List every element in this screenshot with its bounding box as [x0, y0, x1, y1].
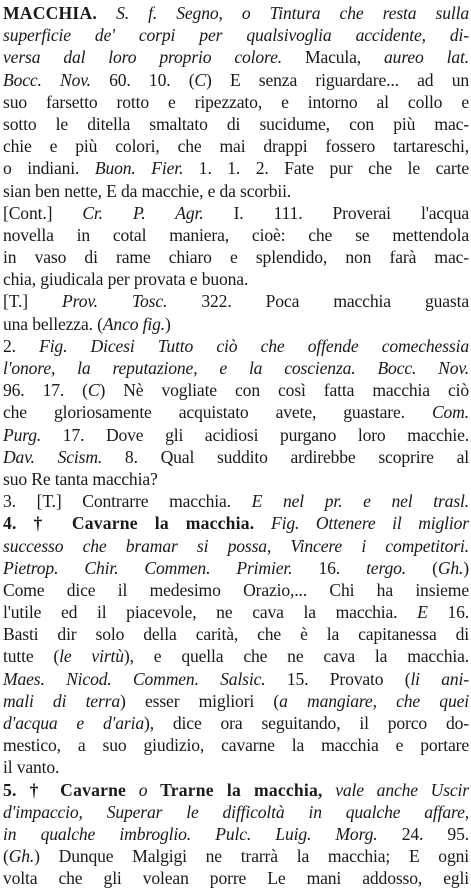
text-segment: Pietrop. Chir. Commen. Primier. [3, 557, 293, 578]
text-segment: l'utile ed il piacevole, ne cava la macchia. [3, 602, 418, 623]
text-line [3, 734, 469, 756]
headword: MACCHIA. [3, 3, 97, 23]
text-line [3, 268, 469, 290]
text-segment: 17. Dove gli acidiosi purgano loro macchie. [41, 424, 469, 445]
text-line [3, 512, 469, 534]
text-segment: ( [3, 846, 9, 867]
text-segment: vale anche Uscir [322, 779, 469, 800]
text-segment: successo che bramar si possa, Vincere i competitori. [3, 535, 469, 556]
text-segment: 322. Poca macchia guasta [167, 291, 469, 312]
text-segment: ) esser migliori ( [120, 690, 280, 711]
text-line [3, 335, 469, 357]
text-line [3, 468, 469, 490]
text-segment: ), dice ora seguitando, il porco do- [144, 713, 469, 733]
text-segment: suo Re tanta macchia? [3, 468, 158, 489]
text-segment: Com. [431, 402, 469, 423]
text-segment: ), e quella che ne cava la macchia. [123, 646, 469, 667]
text-line [3, 313, 469, 335]
text-line [3, 557, 469, 579]
headword: Trarne la macchia, [160, 779, 323, 800]
text-line [3, 424, 469, 446]
text-line [3, 801, 469, 823]
text-line [3, 157, 469, 179]
text-line [3, 24, 469, 46]
text-segment: Gh. [437, 557, 464, 578]
text-segment [254, 513, 271, 533]
text-segment: 24. 95. [377, 823, 469, 844]
text-segment: l'onore, la reputazione, e la coscienza. Bocc. Nov. [3, 358, 469, 378]
text-segment: in vaso di rame chiaro e splendido, non farà mac- [3, 247, 469, 268]
text-segment: a mangiare, che quei [279, 690, 469, 711]
text-segment: I. 111. Proverai l'acqua [203, 202, 469, 223]
text-line [3, 113, 469, 135]
text-line [3, 224, 469, 246]
text-segment: Basti dir solo della carità, che è la capitanessa di [3, 624, 469, 645]
text-segment: o [126, 779, 161, 800]
text-segment: S. f. Segno, o Tintura che resta sulla [116, 3, 469, 23]
text-line [3, 69, 469, 91]
text-segment: ) [165, 313, 171, 334]
text-segment: 16. [292, 557, 367, 578]
text-segment: d'acqua e d'aria [3, 713, 145, 733]
text-line [3, 379, 469, 401]
text-line [3, 401, 469, 423]
text-line [3, 180, 469, 202]
text-segment: tergo. [366, 557, 407, 578]
headword: 4. † Cavarne la macchia. [3, 513, 255, 534]
text-segment: suo farsetto rotto e ripezzato, e intorno al collo e [3, 91, 469, 112]
text-segment: Come dice il medesimo Orazio,... Chi ha insieme [3, 579, 469, 600]
text-segment: Gh. [8, 846, 35, 867]
text-line [3, 91, 469, 113]
text-segment: [Cont.] [3, 202, 83, 223]
text-segment: 8. Qual suddito ardirebbe scoprire al [102, 446, 469, 467]
text-segment: li ani- [410, 668, 469, 689]
text-segment: le virtù [59, 646, 124, 667]
text-line [3, 779, 469, 801]
text-segment: aureo lat. [384, 47, 469, 68]
text-line [3, 712, 469, 734]
text-segment: E nel pr. e nel trasl. [251, 491, 469, 512]
text-line [3, 135, 469, 157]
text-segment: tutte ( [3, 646, 60, 667]
text-segment: in qualche imbroglio. Pulc. Luig. Morg. [3, 823, 378, 844]
text-segment: 3. [T.] Contrarre macchia. [3, 491, 252, 512]
text-segment: ) E senza riguardare... ad un [206, 69, 469, 90]
text-segment: d'impaccio, Superar le difficoltà in qualche affare, [3, 801, 469, 822]
text-line [3, 601, 469, 623]
text-segment: 15. Provato ( [265, 668, 411, 689]
text-segment: Anco fig. [102, 313, 165, 334]
text-segment: una bellezza. ( [3, 313, 103, 334]
text-segment: chia, giudicala per provata e buona. [3, 269, 249, 290]
text-segment: o indiani. [3, 158, 95, 179]
text-line [3, 823, 469, 845]
text-segment: 96. 17. ( [3, 380, 88, 401]
headword: 5. † Cavarne [3, 779, 127, 800]
text-segment: superficie de' corpi per qualsivoglia accidente, di- [3, 25, 469, 46]
text-line [3, 867, 469, 889]
dictionary-entry [3, 2, 469, 890]
text-segment: C [87, 380, 100, 401]
text-segment: ( [406, 557, 438, 578]
text-line [3, 645, 469, 667]
text-segment: [T.] [3, 291, 63, 312]
text-line [3, 845, 469, 867]
text-segment: 60. 10. ( [90, 69, 195, 90]
text-segment: Fig. Ottenere il miglior [270, 513, 469, 534]
text-segment: mestico, a suo giudizio, cavarne la macchia e portare [3, 735, 469, 756]
text-segment: Macula, [282, 47, 385, 68]
text-segment: ) [463, 557, 469, 578]
text-segment: chie e più colori, che mai drappi fossero tartareschi, [3, 136, 469, 157]
text-segment: Buon. Fier. [94, 158, 184, 179]
text-segment [97, 3, 116, 23]
text-segment: ) Dunque Malgigi ne trarrà la macchia; E ogni [34, 846, 469, 867]
text-line [3, 202, 469, 224]
text-line [3, 535, 469, 557]
text-line [3, 446, 469, 468]
text-line [3, 357, 469, 379]
text-segment: versa dal loro proprio colore. [3, 47, 282, 68]
text-line [3, 756, 469, 778]
text-segment: Bocc. Nov. [3, 69, 91, 90]
text-segment: 1. 1. 2. Fate pur che le carte [183, 158, 469, 179]
text-segment: Fig. Dicesi Tutto ciò che offende comechessia [39, 335, 469, 356]
text-segment: Cr. P. Agr. [82, 202, 204, 223]
text-segment: che gloriosamente acquistato avete, guastare. [3, 402, 432, 423]
text-line [3, 579, 469, 601]
text-line [3, 290, 469, 312]
text-line [3, 2, 469, 24]
text-line [3, 690, 469, 712]
text-segment: sian ben nette, E da macchie, e da scorbii. [3, 180, 292, 201]
text-segment: Purg. [3, 424, 42, 445]
text-segment: ) Nè vogliate con così fatta macchia ciò [99, 380, 469, 401]
text-segment: il vanto. [3, 757, 60, 778]
text-segment: E [417, 602, 428, 623]
text-line [3, 46, 469, 68]
text-line [3, 246, 469, 268]
text-segment: C [194, 69, 207, 90]
text-segment: 2. [3, 335, 40, 356]
text-line [3, 623, 469, 645]
text-segment: Prov. Tosc. [62, 291, 168, 312]
text-segment: volta che gli volean porre Le mani addosso, egli [3, 868, 469, 889]
text-segment: sotto le ditella smaltato di sucidume, con più mac- [3, 113, 469, 134]
text-line [3, 668, 469, 690]
text-segment: Dav. Scism. [3, 446, 103, 467]
text-segment: 16. [427, 602, 469, 623]
text-line [3, 490, 469, 512]
text-segment: Maes. Nicod. Commen. Salsic. [3, 668, 266, 689]
text-segment: mali di terra [3, 690, 121, 711]
text-segment: novella in cotal maniera, cioè: che se mettendola [3, 224, 469, 245]
